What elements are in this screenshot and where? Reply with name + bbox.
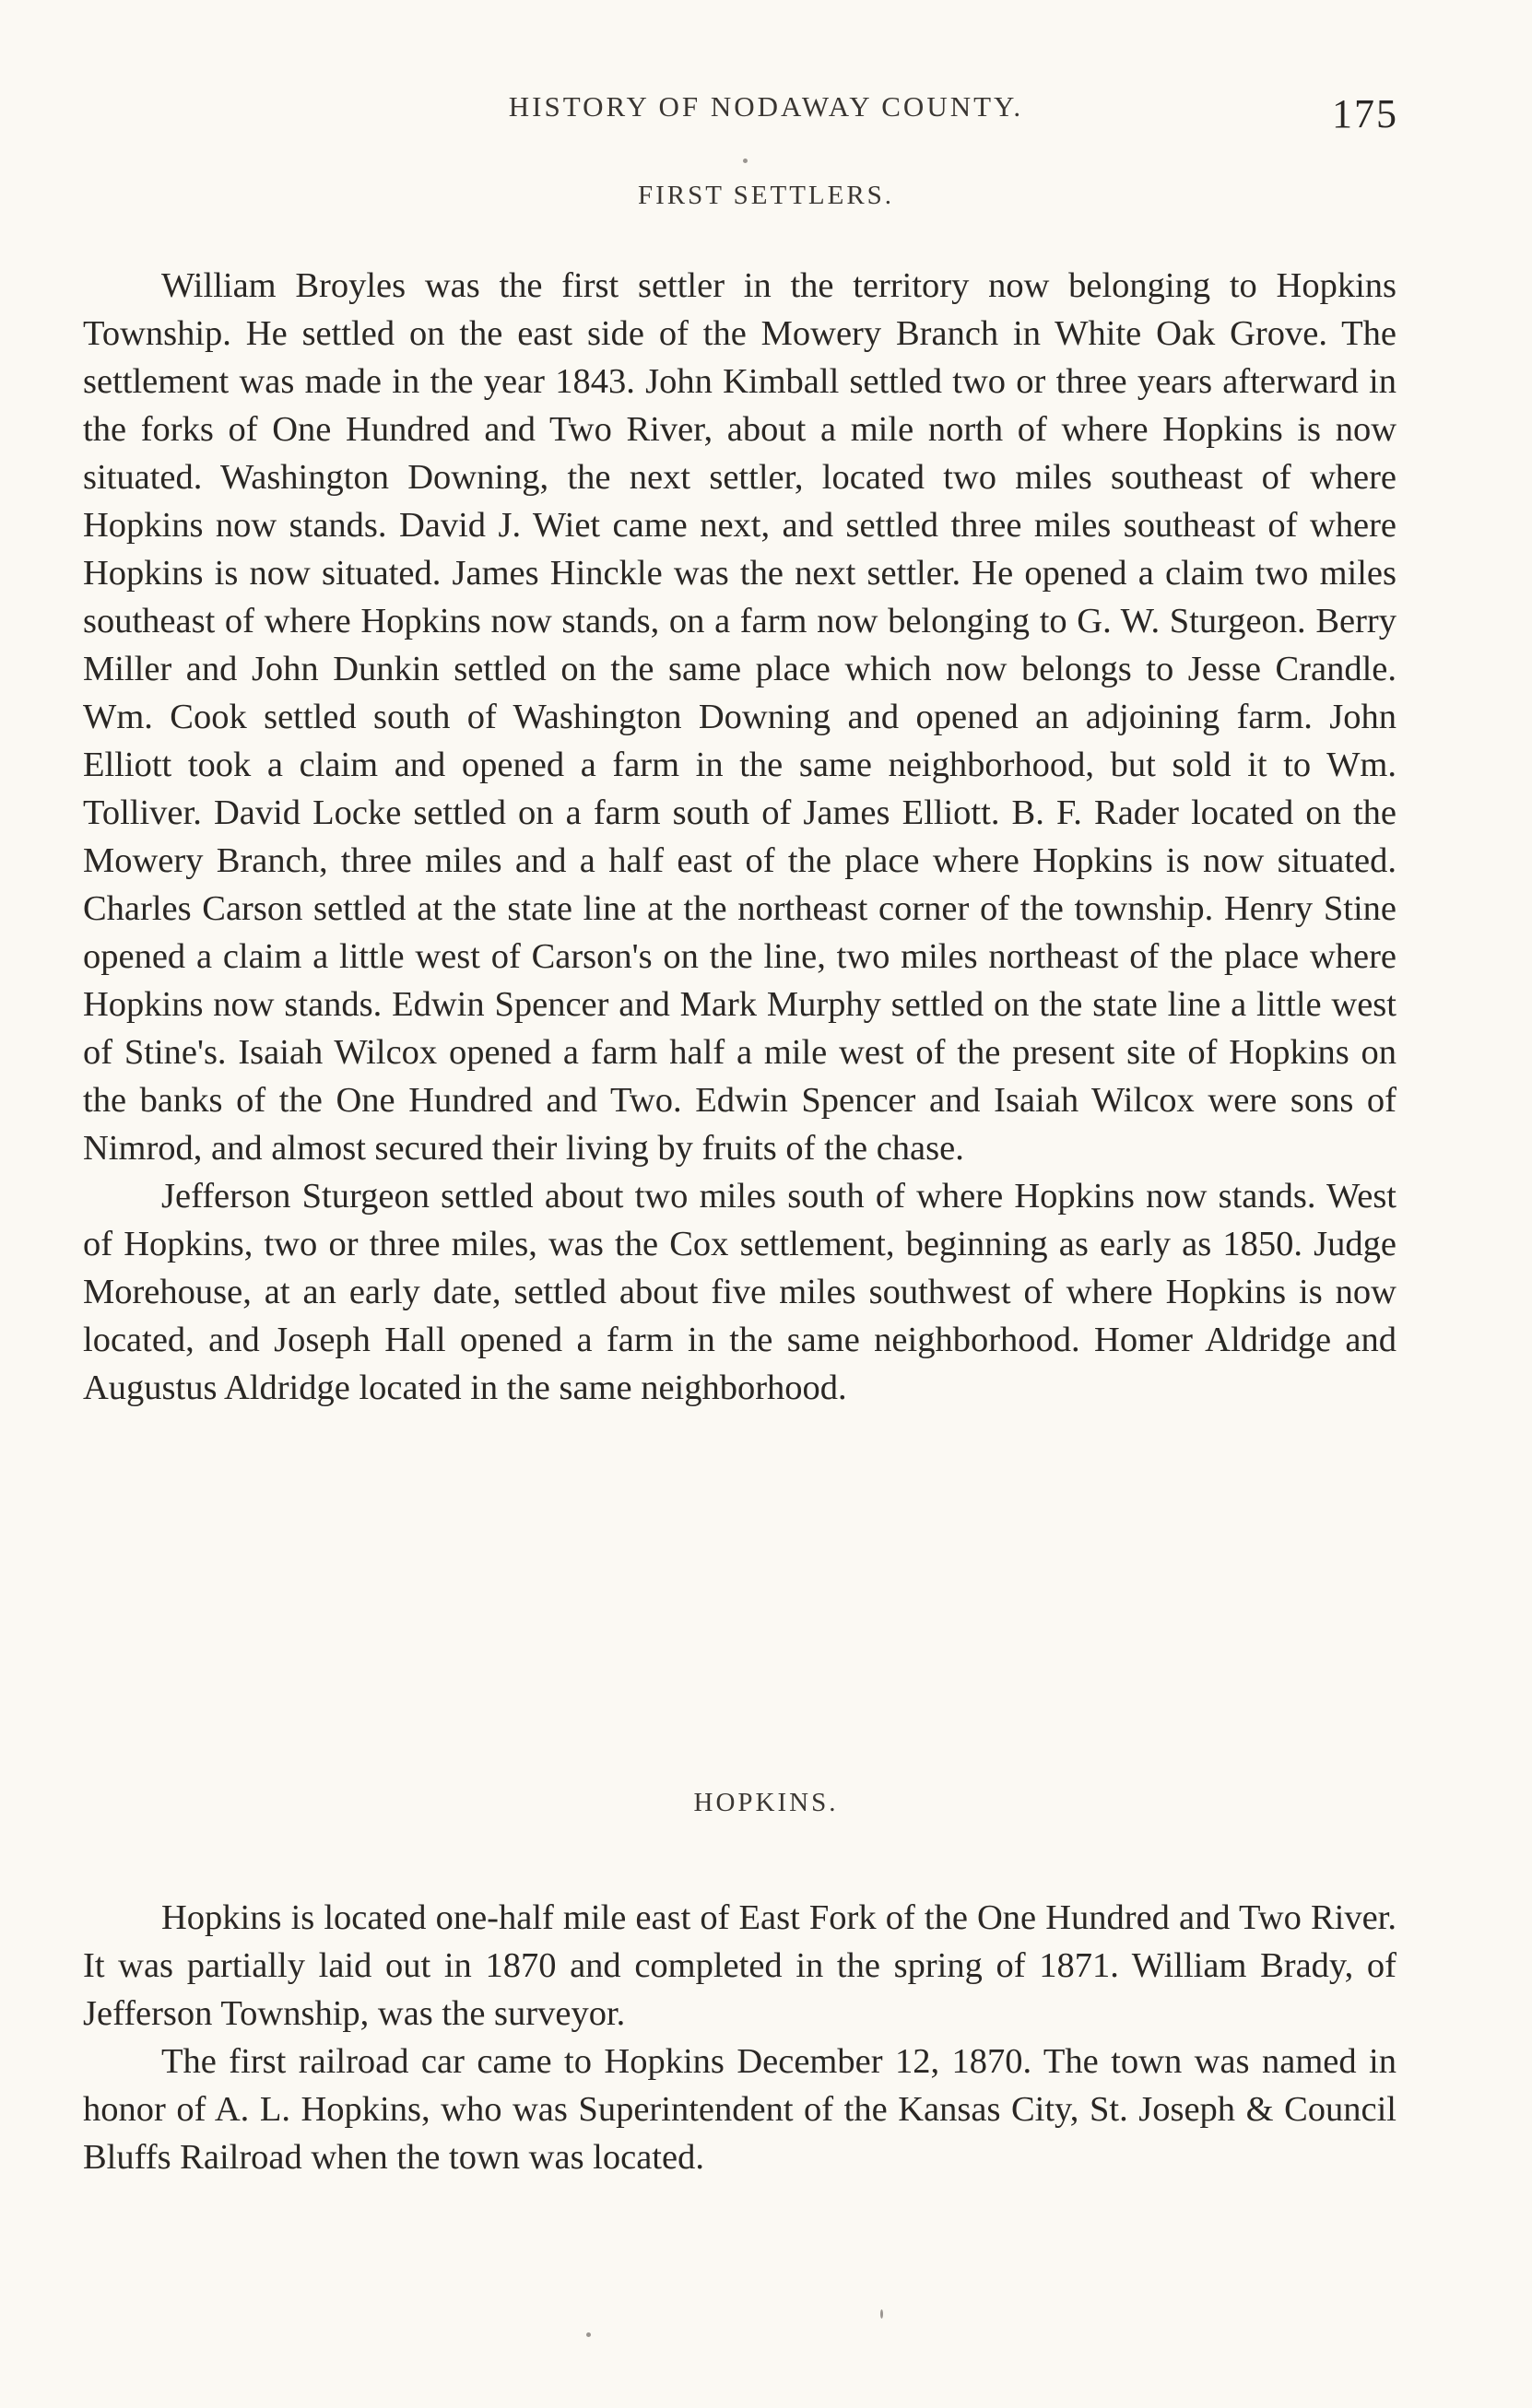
section-heading-hopkins: HOPKINS. xyxy=(693,1788,839,1817)
page-number: 175 xyxy=(1332,91,1398,136)
paragraph: William Broyles was the first settler in the territory now belonging to Hopkins Township. He settled on the east side of the Mowery Branch in White Oak Grove. The settlement was made in the year 1843. John Kimball settled two or three years afterward in the forks of One Hundred and Two River, about a mile north of where Hopkins is now situated. Washington Downing, the next settler, located two miles southeast of where Hopkins now stands. David J. Wiet came next, and settled three miles southeast of where Hopkins is now situated. James Hinckle was the next settler. He opened a claim two miles southeast of where Hopkins now stands, on a farm now belonging to G. W. Sturgeon. Berry Miller and John Dunkin settled on the same place which now belongs to Jesse Crandle. Wm. Cook settled south of Washington Downing and opened an adjoining farm. John Elliott took a claim and opened a farm in the same neighborhood, but sold it to Wm. Tolliver. David Locke settled on a farm south of James Elliott. B. F. Rader located on the Mowery Branch, three miles and a half east of the place where Hopkins is now situated. Charles Carson settled at the state line at the northeast corner of the township. Henry Stine opened a claim a little west of Carson's on the line, two miles northeast of the place where Hopkins now stands. Edwin Spencer and Mark Murphy settled on the state line a little west of Stine's. Isaiah Wilcox opened a farm half a mile west of the present site of Hopkins on the banks of the One Hundred and Two. Edwin Spencer and Isaiah Wilcox were sons of Nimrod, and almost secured their living by fruits of the chase. xyxy=(83,266,1396,1168)
section-body-first-settlers xyxy=(83,262,1396,1412)
running-title: HISTORY OF NODAWAY COUNTY. xyxy=(508,90,1024,123)
paragraph: The first railroad car came to Hopkins December 12, 1870. The town was named in honor of A. L. Hopkins, who was Superintendent of the Kansas City, St. Joseph & Council Bluffs Railroad when the town was located. xyxy=(83,2042,1396,2177)
paper-speck xyxy=(586,2332,591,2337)
paragraph: Jefferson Sturgeon settled about two miles south of where Hopkins now stands. West of Hopkins, two or three miles, was the Cox settlement, beginning as early as 1850. Judge Morehouse, at an early date, settled about five miles southwest of where Hopkins is now located, and Joseph Hall opened a farm in the same neighborhood. Homer Aldridge and Augustus Aldridge located in the same neighborhood. xyxy=(83,1177,1396,1407)
section-heading-first-settlers: FIRST SETTLERS. xyxy=(637,181,895,210)
paper-speck xyxy=(880,2309,883,2319)
running-head xyxy=(0,90,1532,136)
paper-speck xyxy=(743,159,748,163)
paragraph: Hopkins is located one-half mile east of East Fork of the One Hundred and Two River. It was partially laid out in 1870 and completed in the spring of 1871. William Brady, of Jefferson Township, was the surveyor. xyxy=(83,1898,1396,2033)
section-body-hopkins xyxy=(83,1894,1396,2181)
